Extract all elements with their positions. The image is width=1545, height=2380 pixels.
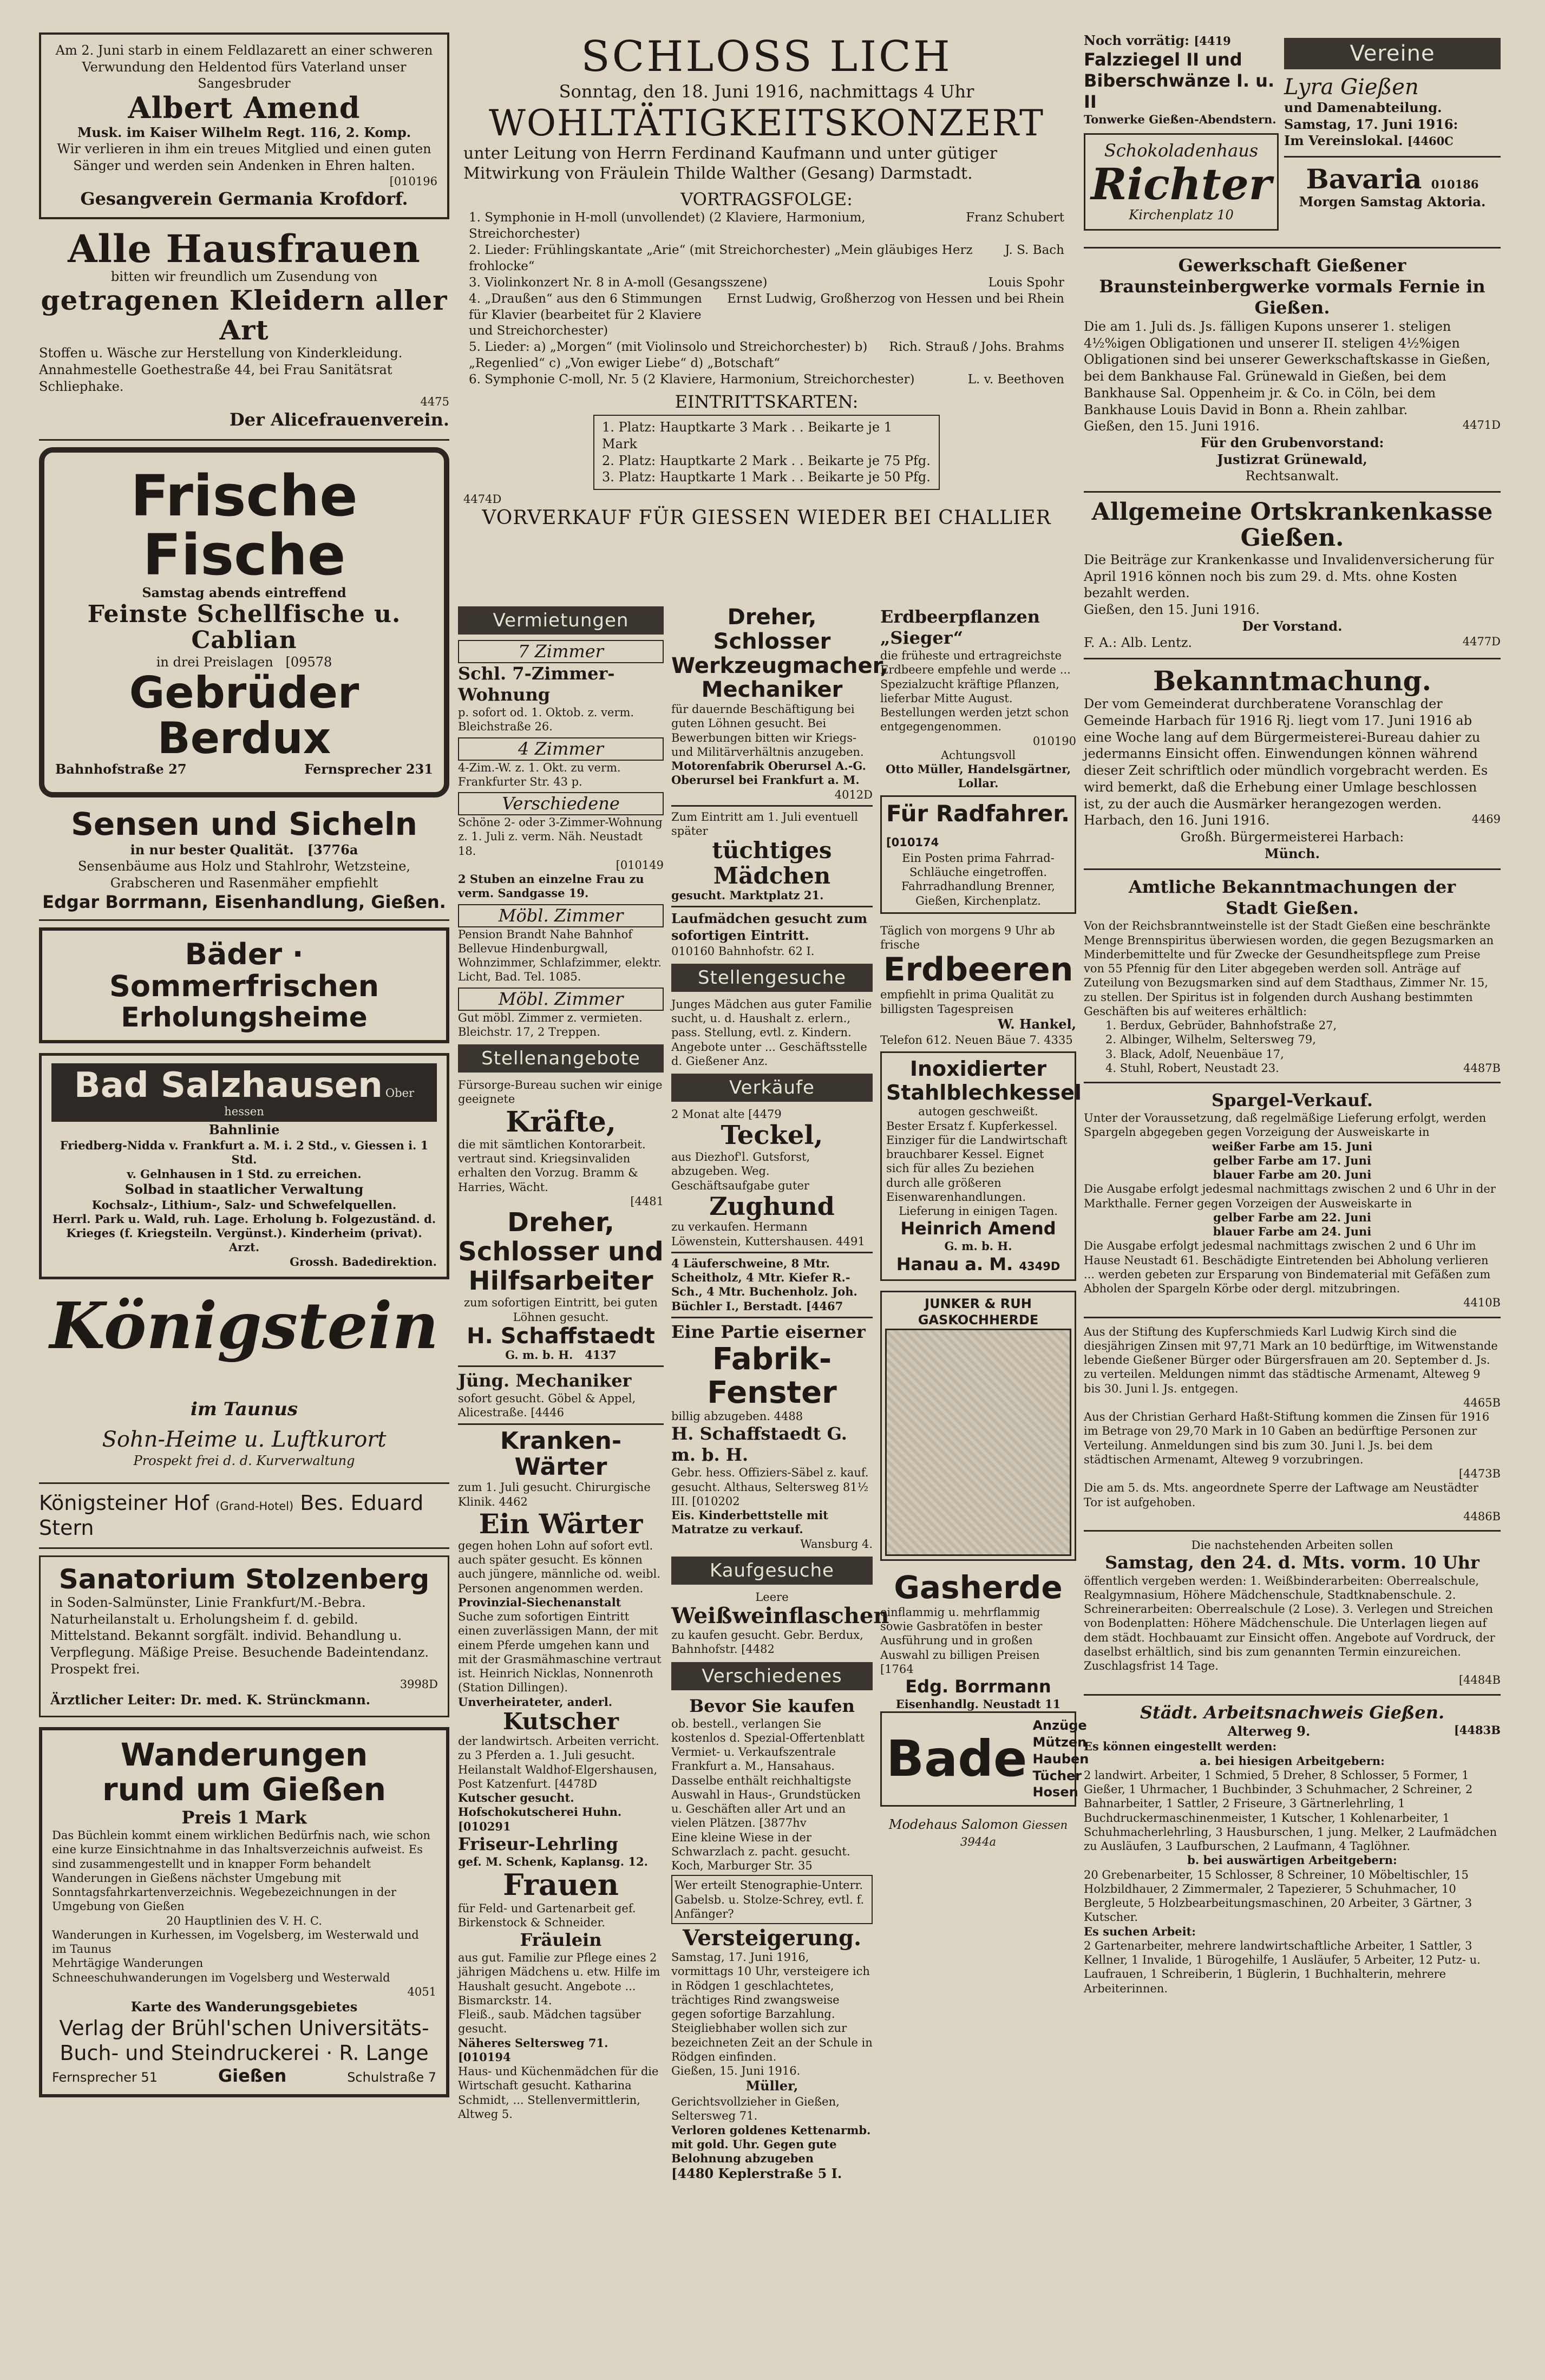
baeder-box: [39, 927, 449, 1043]
ad-body: Samstag, 17. Juni 1916, vormittags 10 Uhr, versteigere ich in Rödgen 1 geschlachtetes, trächtiges Rind zwangsweise gegen sofortige Barzahlung. Steigliebhaber wollen sich zur bezeichneten Zeit an der Schule in Rödgen einfinden.: [671, 1951, 873, 2063]
ad-body: Bester Ersatz f. Kupferkessel. Einziger für die Landwirtschaft brauchbarer Kessel. Eignet sich für alles Zu beziehen durch alle größeren Eisenwarenhandlungen.: [886, 1119, 1068, 1204]
sensen-line1: in nur bester Qualität. [3776a: [130, 841, 358, 858]
ad-body: Achtungsvoll: [940, 748, 1016, 762]
junker-ruh-ad: [880, 1291, 1076, 1561]
vereine-box: Vereine Lyra Gießen und Damenabteilung. Samstag, 17. Juni 1916: Im Vereinslokal. [4460C Bavaria 010186 Morgen Samstag Aktoria.: [1284, 32, 1501, 240]
kessel-ad: [880, 1051, 1082, 1281]
baeder-line2: Erholungsheime: [121, 1001, 368, 1033]
fische-ad: [39, 447, 449, 797]
wanderungen-item: Wanderungen in Gießens nächster Umgebung mit Sonntagsfahrkartenverzeichnis. Wegebezeichnungen in der Umgebung von Gießen: [52, 1871, 396, 1913]
tickets-box: [593, 415, 940, 490]
sanatorium-title: Sanatorium Stolzenberg: [58, 1563, 430, 1595]
program-title: VORTRAGSFOLGE:: [680, 189, 853, 210]
section-stellengesuche: Stellengesuche: [671, 964, 873, 992]
ad-body: Wansburg 4.: [800, 1537, 873, 1551]
ad-title: Zughund: [709, 1191, 835, 1221]
ad-body: 4 Läuferschweine, 8 Mtr. Scheitholz, 4 Mtr. Kiefer R.-Sch., 4 Mtr. Buchenholz. Joh. Büchler I., Berstadt. [4467: [671, 1256, 857, 1313]
wanderungen-item: Wanderungen in Kurhessen, im Vogelsberg, im Westerwald und im Taunus: [52, 1928, 419, 1956]
ad-body: zum sofortigen Eintritt, bei guten Löhnen gesucht.: [464, 1296, 658, 1324]
concert-ad: [458, 32, 1075, 596]
hausfrauen-line2: getragenen Kleidern aller Art: [41, 284, 448, 346]
ad-company: Heinrich Amend: [900, 1218, 1056, 1239]
salzhausen-ad: [39, 1053, 449, 1279]
wanderungen-code: 4051: [407, 1985, 436, 1998]
ad-title: Ein Wärter: [479, 1507, 643, 1540]
stiftung-notice: Aus der Stiftung des Kupferschmieds Karl Ludwig Kirch sind die diesjährigen Zinsen mit 97,71 Mark an 10 bedürftige, im Witwenstande lebende Gießener Bürger oder Bürgersfrauen am 20. September d. Js. zu verteilen. Meldungen nimmt das städtische Armenamt, Alteweg 9 bis 30. Juni l. Js. entgegen. 4465B Aus der Christian Gerhard Haßt-Stiftung kommen die Zinsen für 1916 im Betrage von 29,70 Mark in 10 Gaben an bedürftige Personen zur Verteilung. Anmeldungen sind bis zum 30. Juni l. Js. bei dem städtischen Armenamt, Alteweg 9 vorzubringen. [4473B Die am 5. ds. Mts. angeordnete Sperre der Laftwage am Neustädter Tor ist aufgehoben. 4486B: [1084, 1325, 1501, 1523]
fische-title: Frische Fische: [130, 462, 358, 588]
program-item: 1. Symphonie in H-moll (unvollendet) (2 Klaviere, Harmonium, Streichorchester) Franz Schubert: [469, 211, 1064, 241]
koenigstein-line1: Sohn-Heime u. Luftkurort: [102, 1427, 387, 1452]
koenigstein-line2: Prospekt frei d. d. Kurverwaltung: [133, 1453, 355, 1469]
ticket-line: 2. Platz: Hauptkarte 2 Mark . . Beikarte je 75 Pfg.: [602, 453, 931, 468]
fische-company: Gebrüder Berdux: [129, 668, 359, 764]
ad-body: gesucht. Marktplatz 21.: [671, 888, 824, 902]
bade-ad: [880, 1711, 1089, 1807]
ad-body: p. sofort od. 1. Oktob. z. verm. Bleichstraße 26.: [458, 706, 634, 734]
program-item: 3. Violinkonzert Nr. 8 in A-moll (Gesangsszene) Louis Spohr: [469, 275, 1064, 290]
ad-body: G. m. b. H.: [944, 1239, 1012, 1253]
ad-title: Für Radfahrer. [010174: [886, 800, 1070, 849]
ad-body: gegen hohen Lohn auf sofort evtl. auch später gesucht. Es können auch jüngere, männliche od. weibl. Personen angenommen werden.: [458, 1539, 660, 1595]
ad-title: Jüng. Mechaniker: [458, 1370, 632, 1391]
heading-moebl-zimmer: Möbl. Zimmer: [458, 988, 664, 1011]
wanderungen-title2: rund um Gießen: [102, 1771, 386, 1808]
verein-signature: Lyra Gießen: [1284, 75, 1419, 100]
ad-company: H. Schaffstaedt G. m. b. H.: [671, 1423, 847, 1466]
ad-body: Näheres Seltersweg 71. [010194: [458, 2036, 608, 2064]
ad-body: Schöne 2- oder 3-Zimmer-Wohnung z. 1. Juli z. verm. Näh. Neustadt 18.: [458, 816, 663, 858]
wanderungen-publisher2: Buch- und Steindruckerei · R. Lange: [60, 2041, 429, 2065]
ad-body: 4-Zim.-W. z. 1. Okt. zu verm. Frankfurter Str. 43 p.: [458, 761, 621, 788]
ad-title: tüchtiges Mädchen: [712, 837, 832, 889]
hausfrauen-body: Stoffen u. Wäsche zur Herstellung von Kinderkleidung. Annahmestelle Goethestraße 44, bei Frau Sanitätsrat Schliephake.: [39, 345, 403, 394]
ad-body: Pension Brandt Nahe Bahnhof Bellevue Hindenburgwall, Wohnzimmer, Schlafzimmer, elektr. Licht, Bad. Tel. 1085.: [458, 927, 662, 984]
section-verschiedenes: Verschiedenes: [671, 1662, 873, 1690]
ad-company: W. Hankel,: [998, 1016, 1076, 1032]
ad-title: Weißweinflaschen: [671, 1603, 889, 1629]
concert-code: 4474D: [463, 492, 502, 506]
ad-body: empfiehlt in prima Qualität zu billigsten Tagespreisen: [880, 988, 1055, 1016]
ad-title: Laufmädchen gesucht zum sofortigen Eintritt.: [671, 911, 868, 943]
obituary-code: [010196: [389, 174, 437, 188]
heading-7-zimmer: 7 Zimmer: [458, 640, 664, 663]
concert-date: Sonntag, den 18. Juni 1916, nachmittags 4 Uhr: [559, 81, 974, 102]
ad-body: billig abzugeben. 4488: [671, 1410, 803, 1423]
ad-body: Telefon 612. Neuen Bäue 7. 4335: [880, 1033, 1073, 1047]
obituary-signer: Gesangverein Germania Krofdorf.: [80, 188, 408, 209]
ad-body: aus gut. Familie zur Pflege eines 2 jährigen Mädchens u. etw. Hilfe im Haushalt gesucht. Angebote ... Bismarckstr. 14.: [458, 1951, 660, 2007]
column-classifieds-a: [458, 601, 664, 2121]
ad-company: Motorenfabrik Oberursel A.-G. Oberursel bei Frankfurt a. M.: [671, 759, 866, 787]
ad-company: Edg. Borrmann: [905, 1676, 1051, 1697]
ad-body: Eine Partie eiserner: [671, 1321, 866, 1342]
concert-title: SCHLOSS LICH: [581, 32, 952, 81]
ad-body: Verloren goldenes Kettenarmb. mit gold. Uhr. Gegen gute Belohnung abzugeben: [671, 2123, 871, 2166]
ad-title: Kranken-Wärter: [500, 1427, 622, 1481]
ad-body: Eisenhandlg. Neustadt 11: [895, 1697, 1061, 1711]
ad-body: Eis. Kinderbettstelle mit Matratze zu verkauf.: [671, 1508, 828, 1536]
salzhausen-header: Bad Salzhausen Ober hessen: [51, 1063, 437, 1122]
hausfrauen-signer: Der Alicefrauenverein.: [229, 409, 449, 430]
ad-title: Dreher, Schlosser Werkzeugmacher, Mechaniker: [671, 605, 888, 703]
concert-presale: VORVERKAUF FÜR GIESSEN WIEDER BEI CHALLIER: [482, 507, 1051, 529]
ad-title: Teckel,: [721, 1120, 823, 1151]
falz-company: Tonwerke Gießen-Abendstern.: [1084, 112, 1276, 126]
ticket-line: 1. Platz: Hauptkarte 3 Mark . . Beikarte je 1 Mark: [602, 420, 892, 452]
sensen-body: Sensenbäume aus Holz und Stahlrohr, Wetzsteine, Grabscheren und Rasenmäher empfiehlt: [77, 859, 411, 891]
ad-body: Unverheirateter, anderl.: [458, 1695, 613, 1709]
fische-line1: Samstag abends eintreffend: [142, 585, 346, 601]
section-verkaeufe: Verkäufe: [671, 1074, 873, 1102]
ad-company: Otto Müller, Handelsgärtner, Lollar.: [885, 762, 1071, 790]
koenigstein-title: Königstein im Taunus: [49, 1287, 439, 1420]
ad-body: Lieferung in einigen Tagen.: [899, 1205, 1058, 1218]
ad-body: Gut möbl. Zimmer z. vermieten. Bleichstr. 17, 2 Treppen.: [458, 1011, 643, 1038]
column-classifieds-c: [880, 601, 1089, 1849]
hausfrauen-line1: bitten wir freundlich um Zusendung von: [110, 269, 378, 285]
ad-body: autogen geschweißt.: [918, 1105, 1038, 1119]
ad-body: die früheste und ertragreichste Erdbeere empfehle und werde ... Spezialzucht kräftige Pflanzen, lieferbar Mitte August. Bestellungen werden jetzt schon entgegengenommen.: [880, 649, 1071, 734]
falz-line3: Biberschwänze I. u. II: [1084, 70, 1275, 112]
ad-title: Dreher, Schlosser und Hilfsarbeiter: [458, 1207, 664, 1296]
ad-company-sub: G. m. b. H. 4137: [505, 1348, 617, 1362]
ad-title: Erdbeeren: [883, 951, 1073, 989]
concert-headline: WOHLTÄTIGKEITSKONZERT: [488, 102, 1044, 145]
fische-street: Bahnhofstraße 27: [55, 761, 187, 777]
ad-company: Modehaus Salomon Giessen 3944a: [888, 1816, 1068, 1848]
ad-code: [010149: [616, 858, 664, 872]
top-row: [1084, 32, 1501, 240]
okk-notice: Allgemeine Ortskrankenkasse Gießen. Die Beiträge zur Krankenkasse und Invalidenversicherung für April 1916 können noch bis zum 29. d. Mts. ohne Kosten bezahlt werden. Gießen, den 15. Juni 1916. Der Vorstand. F. A.: Alb. Lentz. 4477D: [1084, 498, 1501, 651]
salzhausen-line1: Bahnlinie: [208, 1122, 280, 1138]
obituary-text: Am 2. Juni starb in einem Feldlazarett an einer schweren Verwundung den Heldentod fürs Vaterland unser Sangesbruder: [55, 43, 433, 91]
ad-title: Friseur-Lehrling: [458, 1833, 618, 1854]
sensen-company: Edgar Borrmann, Eisenhandlung, Gießen.: [42, 891, 446, 912]
fische-line2: Feinste Schellfische u. Cablian: [87, 600, 401, 655]
ad-code: [4481: [630, 1194, 664, 1208]
section-stellenangebote: Stellenangebote: [458, 1044, 664, 1073]
ad-title: Erdbeerpflanzen „Sieger“: [880, 606, 1040, 649]
spargel-notice: Spargel-Verkauf. Unter der Voraussetzung, daß regelmäßige Lieferung erfolgt, werden Spargeln abgegeben gegen Vorzeigung der Ausweiskarte in weißer Farbe am 15. Juni gelber Farbe am 17. Juni blauer Farbe am 20. Juni Die Ausgabe erfolgt jedesmal nachmittags zwischen 2 und 6 Uhr in der Markthalle. Ferner gegen Vorzeigen der Ausweiskarte in gelber Farbe am 22. Juni blauer Farbe am 24. Juni Die Ausgabe erfolgt jedesmal nachmittags zwischen 2 und 6 Uhr im Hause Neustadt 61. Beschädigte Eintretenden bei Abholung verlieren ... werden gebeten zur Ersparung von Bindematerial mit Gefäßen zum Abholen der Spargeln Körbe oder dergl. mitzubringen. 4410B: [1084, 1090, 1501, 1310]
fische-line3: in drei Preislagen [09578: [156, 654, 332, 670]
ad-body: Leere: [755, 1590, 789, 1604]
ad-title: Inoxidierter Stahlblechkessel: [886, 1056, 1082, 1104]
baeder-line1: Bäder · Sommerfrischen: [109, 937, 379, 1004]
sensen-title: Sensen und Sicheln: [71, 805, 417, 842]
wanderungen-title1: Wanderungen: [120, 1736, 368, 1774]
ad-title: Frauen: [503, 1867, 619, 1902]
radfahrer-ad: [880, 795, 1076, 914]
ad-body: Gebr. hess. Offiziers-Säbel z. kauf. gesucht. Althaus, Seltersweg 81½ III. [010202: [671, 1466, 869, 1508]
ad-body: Gießen, 15. Juni 1916.: [671, 2064, 801, 2078]
wanderungen-ad: [39, 1727, 449, 2097]
program-item: 6. Symphonie C-moll, Nr. 5 (2 Klaviere, Harmonium, Streichorchester) L. v. Beethoven: [469, 372, 1064, 387]
amend-obituary: [39, 32, 449, 219]
ad-body: [4480 Keplerstraße 5 I.: [671, 2166, 842, 2182]
wanderungen-price: Preis 1 Mark: [181, 1807, 307, 1828]
salzhausen-line5: Kochsalz-, Lithium-, Salz- und Schwefelquellen.: [91, 1198, 397, 1212]
wanderungen-publisher1: Verlag der Brühl'schen Universitäts-: [59, 2016, 429, 2040]
section-vermietungen: Vermietungen: [458, 606, 664, 635]
ad-code: 4012D: [834, 788, 873, 801]
hausfrauen-code: 4475: [420, 395, 449, 409]
ad-title: Bevor Sie kaufen: [689, 1695, 855, 1716]
sanatorium-body: in Soden-Salmünster, Linie Frankfurt/M.-Bebra. Naturheilanstalt u. Erholungsheim f. d. gebild. Mittelstand. Bekannt sorgfält. individ. Behandlung u. Verpflegung. Mäßige Preise. Besuchende Badeintendanz. Prospekt frei.: [50, 1594, 429, 1677]
ad-body: Zum Eintritt am 1. Juli eventuell später: [671, 810, 858, 838]
ad-body: 010160 Bahnhofstr. 62 I.: [671, 944, 815, 958]
ad-body: Gerichtsvollzieher in Gießen, Seltersweg 71.: [671, 2095, 840, 2123]
ad-company: Müller,: [745, 2078, 798, 2094]
heading-moebl-zimmer: Möbl. Zimmer: [458, 904, 664, 927]
sanatorium-doctor: Ärztlicher Leiter: Dr. med. K. Strünckmann.: [50, 1691, 371, 1708]
wanderungen-phone: Fernsprecher 51: [52, 2070, 158, 2085]
ad-body: Hanau a. M. 4349D: [896, 1253, 1060, 1274]
koenigsteiner-hof: Königsteiner Hof (Grand-Hotel) Bes. Eduard Stern: [39, 1491, 424, 1540]
braunkohle-notice: Gewerkschaft Gießener Braunsteinbergwerke vormals Fernie in Gießen. Die am 1. Juli ds. Js. fälligen Kupons unserer 1. steligen 4½%igen Obligationen und unserer II. steligen 4½%igen Obligationen sind bei unserer Gewerkschaftskasse in Gießen, bei dem Bankhause Fal. Grünewald in Gießen, bei dem Bankhause Sal. Oppenheim jr. & Co. in Cöln, bei dem Bankhause Louis David in Bonn a. Rhein zahlbar. Gießen, den 15. Juni 1916. 4471D Für den Grubenvorstand: Justizrat Grünewald, Rechtsanwalt.: [1084, 254, 1501, 484]
ad-title: Fräulein: [520, 1930, 602, 1951]
falz-ad: [1084, 32, 1279, 240]
salzhausen-line2: Friedberg-Nidda v. Frankfurt a. M. i. 2 Std., v. Giessen i. 1 Std.: [60, 1139, 429, 1167]
ad-body: 2 Stuben an einzelne Frau zu verm. Sandgasse 19.: [458, 872, 644, 900]
section-kaufgesuche: Kaufgesuche: [671, 1557, 873, 1585]
falz-line1: Noch vorrätig: [4419: [1084, 32, 1231, 48]
ad-company: H. Schaffstaedt: [467, 1323, 655, 1349]
ad-body: Haus- und Küchenmädchen für die Wirtschaft gesucht. Katharina Schmidt, ... Stellenvermittlerin, Altweg 5.: [458, 2065, 659, 2121]
ad-body: gef. M. Schenk, Kaplansg. 12.: [458, 1854, 648, 1868]
sensen-ad: [39, 807, 449, 913]
falz-line2: Falzziegel II und: [1084, 49, 1242, 70]
column-left: [34, 32, 455, 2107]
salzhausen-line4: Solbad in staatlicher Verwaltung: [125, 1181, 364, 1197]
ad-body: zu verkaufen. Hermann Löwenstein, Kuttershausen. 4491: [671, 1220, 865, 1248]
wanderungen-maps: Karte des Wanderungsgebietes: [130, 1999, 358, 2015]
ad-body: zu kaufen gesucht. Gebr. Berdux, Bahnhofstr. [4482: [671, 1629, 863, 1656]
fische-phone: Fernsprecher 231: [304, 761, 433, 777]
ad-body: zum 1. Juli gesucht. Chirurgische Klinik. 4462: [458, 1481, 651, 1508]
wanderungen-item: Schneeschuhwanderungen im Vogelsberg und Westerwald: [52, 1971, 390, 1984]
salzhausen-line7: Grossh. Badedirektion.: [290, 1254, 437, 1269]
sanatorium-code: 3998D: [400, 1678, 438, 1691]
ad-title: Versteigerung.: [682, 1925, 862, 1951]
ad-title: Kutscher: [502, 1708, 619, 1735]
program-item: 4. „Draußen“ aus den 6 Stimmungen für Klavier (bearbeitet für 2 Klaviere und Streichorchester) Ernst Ludwig, Großherzog von Hessen und bei Rhein: [469, 291, 1064, 338]
ticket-line: 3. Platz: Hauptkarte 1 Mark . . Beikarte je 50 Pfg.: [602, 469, 931, 485]
ad-body: sofort gesucht. Göbel & Appel, Alicestraße. [4446: [458, 1392, 636, 1420]
bade-items: Anzüge Mützen Hauben Tücher Hosen: [1032, 1718, 1089, 1800]
obituary-body: Wir verlieren in ihm ein treues Mitglied und einen guten Sänger und werden sein Andenken in Ehren halten.: [57, 141, 431, 173]
ad-title: Kräfte,: [506, 1105, 616, 1139]
arbeiten-notice: Die nachstehenden Arbeiten sollen Samstag, den 24. d. Mts. vorm. 10 Uhr öffentlich vergeben werden: 1. Weißbinderarbeiten: Oberrealschule, Realgymnasium, Höhere Mädchenschule, Stadtknabenschule. 2. Schreinerarbeiten: Oberrealschule (2 Lose). 3. Verlegen und Streichen von Bodenplatten: Höhere Mädchenschule. Die Unterlagen liegen auf dem städt. Hochbauamt zur Einsicht offen. Angebote auf Vordruck, der daselbst erhältlich, sind bis zum genannten Termin einzureichen. Zuschlagsfrist 14 Tage. [4484B: [1084, 1539, 1501, 1687]
bekanntmachung-notice: Bekanntmachung. Der vom Gemeinderat durchberatene Voranschlag der Gemeinde Harbach für 1916 Rj. liegt vom 17. Juni 1916 ab eine Woche lang auf dem Bürgermeisterei-Bureau dahier zu jedermanns Einsicht offen. Einwendungen können während dieser Zeit schriftlich oder mündlich vorgebracht werden. Es wird bemerkt, daß die Erhebung einer Umlage beschlossen ist, zu der auch die Ausmärker herangezogen werden. Harbach, den 16. Juni 1916. 4469 Großh. Bürgermeisterei Harbach: Münch.: [1084, 665, 1501, 861]
column-right: [1078, 32, 1506, 1996]
arbeitsnachweis-notice: Städt. Arbeitsnachweis Gießen. Alterweg 9. [4483B Es können eingestellt werden: a. bei hiesigen Arbeitgebern: 2 landwirt. Arbeiter, 1 Schmied, 5 Dreher, 8 Schlosser, 5 Former, 1 Gießer, 1 Uhrmacher, 1 Buchbinder, 3 Schuhmacher, 2 Schreiner, 2 Bahnarbeiter, 1 Sattler, 2 Friseure, 3 Gärtnerlehrling, 1 Buchdruckermaschinenmeister, 1 Kutscher, 1 Kohlenarbeiter, 1 Schuhmacherlehrling, 3 Hausburschen, 1 jung. Melker, 2 Laufmädchen zu Ausläufen, 3 Laufburschen, 2 Laufmann, 4 Taglöhner. b. bei auswärtigen Arbeitgebern: 20 Grebenarbeiter, 15 Schlosser, 8 Schreiner, 10 Möbeltischler, 15 Holzbildhauer, 2 Zimmermaler, 2 Tapezierer, 5 Schuhmacher, 10 Bergleute, 5 Holzbearbeitungsmaschinen, 20 Arbeiter, 3 Gärtner, 3 Kutscher. Es suchen Arbeit: 2 Gartenarbeiter, mehrere landwirtschaftliche Arbeiter, 1 Sattler, 3 Kellner, 1 Invalide, 1 Bürogehilfe, 1 Ausläufer, 5 Arbeiter, 12 Putz- u. Laufrauen, 1 Schreiberin, 1 Büglerin, 1 Buchhalterin, mehrere Arbeiterinnen.: [1084, 1702, 1501, 1995]
salzhausen-line6: Herrl. Park u. Wald, ruh. Lage. Erholung b. Folgezuständ. d. Krieges (f. Kriegsteiln. Vergünst.). Kinderheim (privat). Arzt.: [52, 1212, 436, 1254]
ad-code: 010190: [1032, 734, 1076, 748]
ad-body: Fürsorge-Bureau suchen wir einige geeignete: [458, 1078, 663, 1106]
amtlich-notice: Amtliche Bekanntmachungen der Stadt Gießen. Von der Reichsbranntweinstelle ist der Stadt Gießen eine beschränkte Menge Brennspiritus überwiesen worden, die gegen Bezugsmarken an Minderbemittelte und für Zwecke der Gesundheitspflege zum Preise von 55 Pfennig für den Liter abgegeben werden soll. Anträge auf Zuteilung von Bezugsmarken sind auf dem Stadthaus, Zimmer Nr. 15, zu stellen. Der Spiritus ist in folgenden durch Aushang bestimmten Geschäften bis auf weiteres erhältlich: 1. Berdux, Gebrüder, Bahnhofstraße 27, 2. Albinger, Wilhelm, Seltersweg 79, 3. Black, Adolf, Neuenbäue 17, 4. Stuhl, Robert, Neustadt 23. 4487B: [1084, 877, 1501, 1075]
ad-body: Suche zum sofortigen Eintritt einen zuverlässigen Mann, der mit einem Pferde umgehen kann und mit der Grasmähmaschine vertraut ist. Heinrich Nicklas, Nonnenroth (Station Dillingen).: [458, 1610, 662, 1695]
heading-verschiedene: Verschiedene: [458, 792, 664, 815]
column-classifieds-b: [671, 601, 889, 2182]
wanderungen-item: Mehrtägige Wanderungen: [52, 1957, 204, 1970]
tickets-title: EINTRITTSKARTEN:: [675, 391, 859, 413]
ad-title: Schl. 7-Zimmer-Wohnung: [458, 663, 615, 705]
heading-4-zimmer: 4 Zimmer: [458, 737, 664, 761]
program-item: 2. Lieder: Frühlingskantate „Arie“ (mit Streichorchester) „Mein gläubiges Herz frohlocke“ J. S. Bach: [469, 243, 1064, 273]
ad-body: ob. bestell., verlangen Sie kostenlos d. Spezial-Offertenblatt Vermiet- u. Verkaufszentrale Frankfurt a. M., Hansahaus. Dasselbe enthält reichhaltigste Auswahl in Haus-, Grundstücken u. Geschäften aller Art und an vielen Plätzen. [3877hv: [671, 1717, 865, 1830]
wanderungen-street: Schulstraße 7: [347, 2070, 436, 2085]
ad-title: Fabrik-Fenster: [707, 1341, 837, 1410]
ad-body: Täglich von morgens 9 Uhr ab frische: [880, 924, 1055, 952]
ad-body: der landwirtsch. Arbeiten verricht. zu 3 Pferden a. 1. Juli gesucht. Heilanstalt Waldhof-Elgershausen, Post Katzenfurt. [4478D: [458, 1735, 659, 1790]
ad-body: Junges Mädchen aus guter Familie sucht, u. d. Haushalt z. erlern., pass. Stellung, evtl. z. Kindern. Angebote unter ... Geschäftsstelle d. Gießener Anz.: [671, 997, 872, 1068]
program-item: 5. Lieder: a) „Morgen“ (mit Violinsolo und Streichorchester) b) „Regenlied“ c) „Von ewiger Liebe“ d) „Botschaft“ Rich. Strauß / Johs. Brahms: [469, 340, 1064, 371]
ad-body: Fleiß., saub. Mädchen tagsüber gesucht.: [458, 2008, 641, 2036]
ad-body: einflammig u. mehrflammig sowie Gasbratöfen in bester Ausführung und in großen Auswahl zu billigen Preisen [1764: [880, 1605, 1043, 1676]
wanderungen-city: Gießen: [218, 2065, 287, 2087]
obituary-regiment: Musk. im Kaiser Wilhelm Regt. 116, 2. Komp.: [77, 124, 411, 140]
ad-body: Eine kleine Wiese in der Schwarzlach z. pacht. gesucht. Koch, Marburger Str. 35: [671, 1830, 850, 1873]
ad-body: aus Diezhof'l. Gutsforst, abzugeben. Weg. Geschäftsaufgabe guter: [671, 1150, 810, 1192]
cook-illustration: [885, 1329, 1071, 1556]
ad-body: Kutscher gesucht. Hofschokutscherei Huhn. [010291: [458, 1791, 622, 1833]
hausfrauen-title: Alle Hausfrauen: [68, 226, 421, 271]
ad-body: Wer erteilt Stenographie-Unterr. Gabelsb. u. Stolze-Schrey, evtl. f. Anfänger?: [671, 1875, 873, 1924]
obituary-name: Albert Amend: [128, 90, 361, 126]
salzhausen-line3: v. Gelnhausen in 1 Std. zu erreichen.: [127, 1167, 362, 1181]
hausfrauen-ad: [39, 226, 449, 430]
ad-body: für Feld- und Gartenarbeit gef. Birkenstock & Schneider.: [458, 1901, 636, 1929]
ad-title: JUNKER & RUH GASKOCHHERDE: [918, 1296, 1039, 1328]
ad-body: für dauernde Beschäftigung bei guten Löhnen gesucht. Bei Bewerbungen bitten wir Kriegs- und Militärverhältnis anzugeben.: [671, 703, 864, 759]
program-list: [463, 210, 1070, 388]
ad-title: Gasherde: [894, 1569, 1063, 1606]
ad-body: die mit sämtlichen Kontorarbeit. vertraut sind. Kriegsinvaliden erhalten den Vorzug. Bramm & Harries, Wächt.: [458, 1137, 646, 1194]
ad-body: 2 Monat alte [4479: [671, 1108, 782, 1121]
ad-body: Ein Posten prima Fahrrad-Schläuche eingetroffen. Fahrradhandlung Brenner, Gießen, Kirchenplatz.: [901, 851, 1055, 907]
concert-lead: unter Leitung von Herrn Ferdinand Kaufmann und unter gütiger Mitwirkung von Fräulein Thilde Walther (Gesang) Darmstadt.: [463, 144, 998, 183]
koenigstein-ad: [39, 1289, 449, 1473]
sanatorium-ad: [39, 1555, 449, 1718]
ad-company: Provinzial-Siechenanstalt: [458, 1595, 621, 1609]
wanderungen-item: 20 Hauptlinien des V. H. C.: [166, 1914, 322, 1927]
schoko-ad: Schokoladenhaus Richter Kirchenplatz 10: [1084, 133, 1279, 231]
wanderungen-body: Das Büchlein kommt einem wirklichen Bedürfnis nach, wie schon eine kurze Einsichtnahme in das Inhaltsverzeichnis aufweist. Es sind zusammengestellt und in knapper Form behandelt: [52, 1829, 430, 1871]
ad-title: Bade: [886, 1729, 1027, 1788]
section-vereine: Vereine: [1284, 38, 1501, 69]
